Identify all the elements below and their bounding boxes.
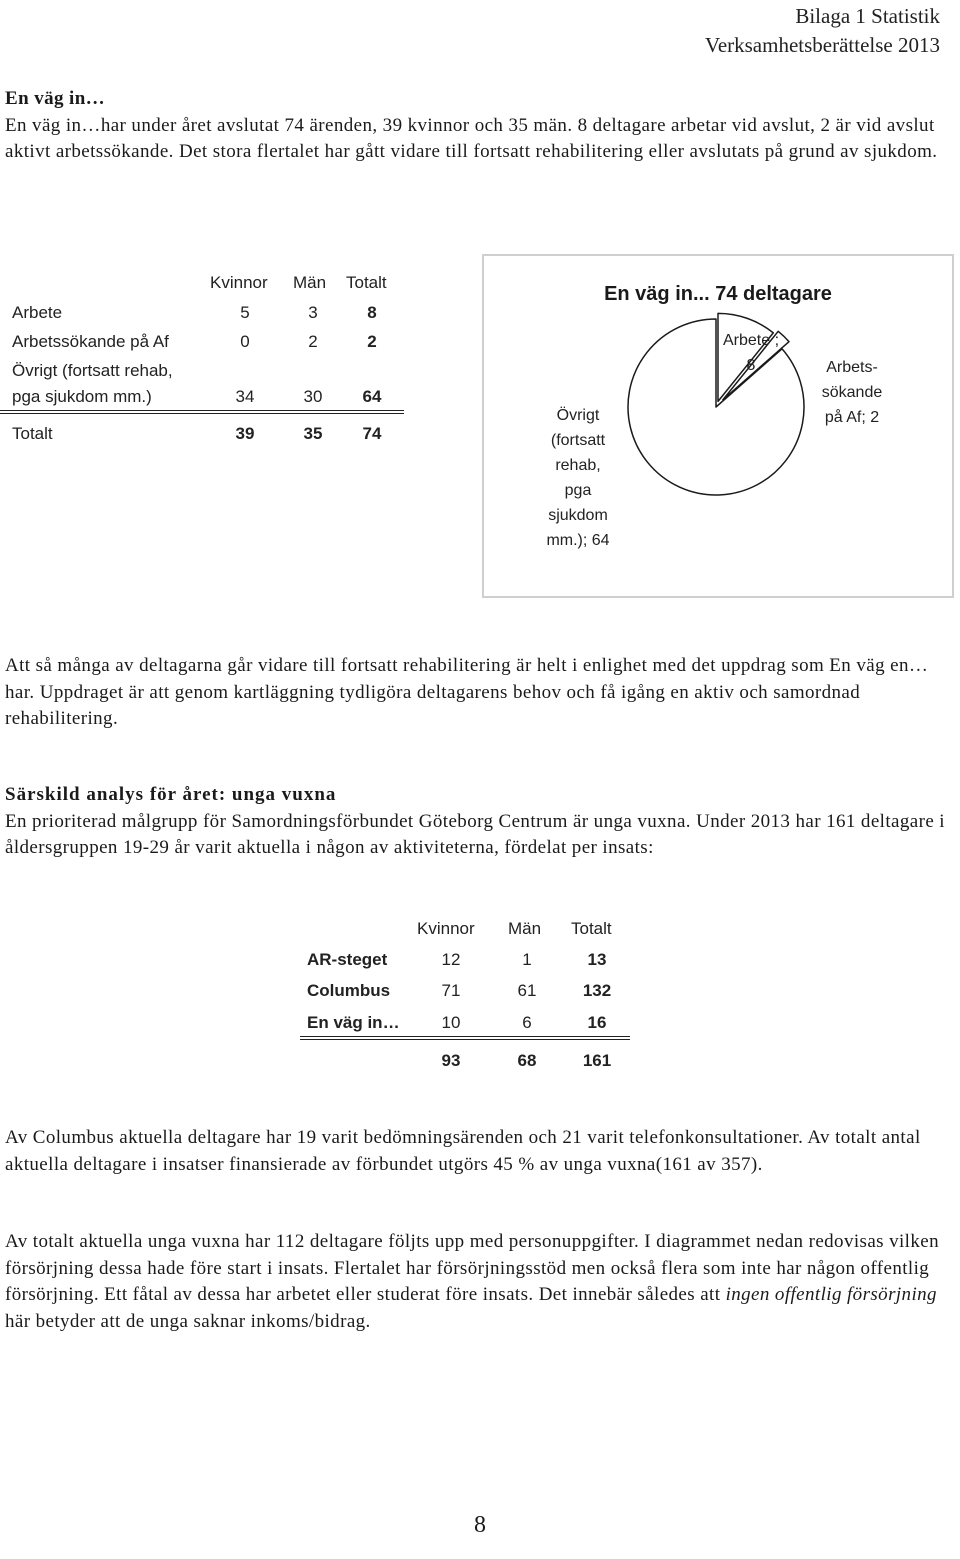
cell-value: 93	[441, 1051, 461, 1070]
cell-value: 3	[308, 303, 318, 322]
section-heading: En väg in…	[5, 88, 106, 109]
page-header	[705, 2, 940, 60]
cell-value: 12	[441, 950, 461, 969]
col-header-totalt: Totalt	[571, 919, 612, 938]
row-label-ovrigt-2: pga sjukdom mm.)	[12, 387, 152, 406]
row-label-columbus: Columbus	[307, 981, 391, 1000]
cell-value-total: 132	[582, 981, 612, 1000]
pie-chart-panel	[482, 254, 954, 598]
row-label-en-vag-in: En väg in…	[307, 1013, 400, 1032]
cell-value-total: 2	[367, 332, 377, 351]
cell-value: 71	[441, 981, 461, 1000]
cell-value-total: 161	[582, 1051, 612, 1070]
total-rule	[0, 410, 404, 414]
cell-value: 10	[441, 1013, 461, 1032]
cell-value: 68	[517, 1051, 537, 1070]
cell-value: 5	[240, 303, 250, 322]
row-label-ovrigt-1: Övrigt (fortsatt rehab,	[12, 361, 173, 380]
row-label-ar-steget: AR-steget	[307, 950, 388, 969]
table-insatser	[300, 914, 640, 1084]
slice-label-arbetssokande: Arbets- sökande på Af; 2	[821, 359, 883, 426]
cell-value: 39	[235, 424, 255, 443]
section-support	[5, 1229, 945, 1335]
young-adults-paragraph: En prioriterad målgrupp för Samordningsförbundet Göteborg Centrum är unga vuxna. Under 2013 har 161 deltagare i åldersgruppen 19-29 år varit aktuella i någon av aktiviteterna, fördelat per insats:	[5, 810, 945, 858]
cell-value: 1	[522, 950, 532, 969]
col-header-man: Män	[508, 919, 542, 938]
slice-label-arbete: Arbete ; 8	[722, 332, 780, 374]
total-rule	[300, 1036, 630, 1040]
cell-value: 0	[240, 332, 250, 351]
col-header-kvinnor: Kvinnor	[417, 919, 475, 938]
row-label-arbete: Arbete	[12, 303, 63, 322]
col-header-man: Män	[293, 273, 327, 292]
section-rehab	[5, 653, 945, 733]
cell-value: 61	[517, 981, 537, 1000]
col-header-kvinnor: Kvinnor	[210, 273, 268, 292]
cell-value: 2	[308, 332, 318, 351]
cell-value-total: 13	[587, 950, 607, 969]
row-label-arbetssokande: Arbetssökande på Af	[12, 332, 169, 351]
cell-value-total: 74	[362, 424, 382, 443]
cell-value: 35	[303, 424, 323, 443]
cell-value: 30	[303, 387, 323, 406]
page-number: 8	[474, 1512, 486, 1538]
slice-label-ovrigt: Övrigt (fortsatt rehab, pga sjukdom mm.); 64	[546, 407, 610, 549]
table-outcomes	[0, 268, 420, 458]
cell-value: 6	[522, 1013, 532, 1032]
section-young-adults	[5, 782, 945, 862]
chart-title: En väg in... 74 deltagare	[604, 283, 832, 305]
header-line-2: Verksamhetsberättelse 2013	[704, 33, 940, 57]
section-heading: Särskild analys för året: unga vuxna	[5, 784, 337, 805]
emphasis-text: ingen offentlig försörjning	[725, 1284, 937, 1305]
support-paragraph: Av totalt aktuella unga vuxna har 112 deltagare följts upp med personuppgifter. I diagrammet nedan redovisas vilken försörjning dessa hade före start i insats. Flertalet har försörjningsstöd men också flera som inte har någon offentlig försörjning. Ett fåtal av dessa har arbetet eller studerat före insats. Det innebär således att ingen offentlig försörjning här betyder att de unga saknar inkoms/bidrag.	[5, 1231, 939, 1332]
rehab-paragraph: Att så många av deltagarna går vidare till fortsatt rehabilitering är helt i enlighet med det uppdrag som En väg en…har. Uppdraget är att genom kartläggning tydligöra deltagarens behov och få igång en aktiv och samordnad rehabilitering.	[5, 655, 929, 729]
cell-value-total: 64	[362, 387, 382, 406]
section-columbus	[5, 1125, 945, 1178]
cell-value-total: 16	[587, 1013, 607, 1032]
header-line-1: Bilaga 1 Statistik	[795, 4, 940, 28]
row-label-totalt: Totalt	[12, 424, 53, 443]
cell-value-total: 8	[367, 303, 377, 322]
cell-value: 34	[235, 387, 255, 406]
intro-paragraph: En väg in…har under året avslutat 74 ärenden, 39 kvinnor och 35 män. 8 deltagare arbetar vid avslut, 2 är vid avslut aktivt arbetssökande. Det stora flertalet har gått vidare till fortsatt rehabilitering eller avslutats på grund av sjukdom.	[5, 114, 938, 162]
section-intro	[5, 86, 945, 166]
col-header-totalt: Totalt	[346, 273, 387, 292]
columbus-paragraph: Av Columbus aktuella deltagare har 19 varit bedömningsärenden och 21 varit telefonkonsultationer. Av totalt antal aktuella deltagare i insatser finansierade av förbundet utgörs 45 % av unga vuxna(161 av 357).	[5, 1127, 921, 1175]
